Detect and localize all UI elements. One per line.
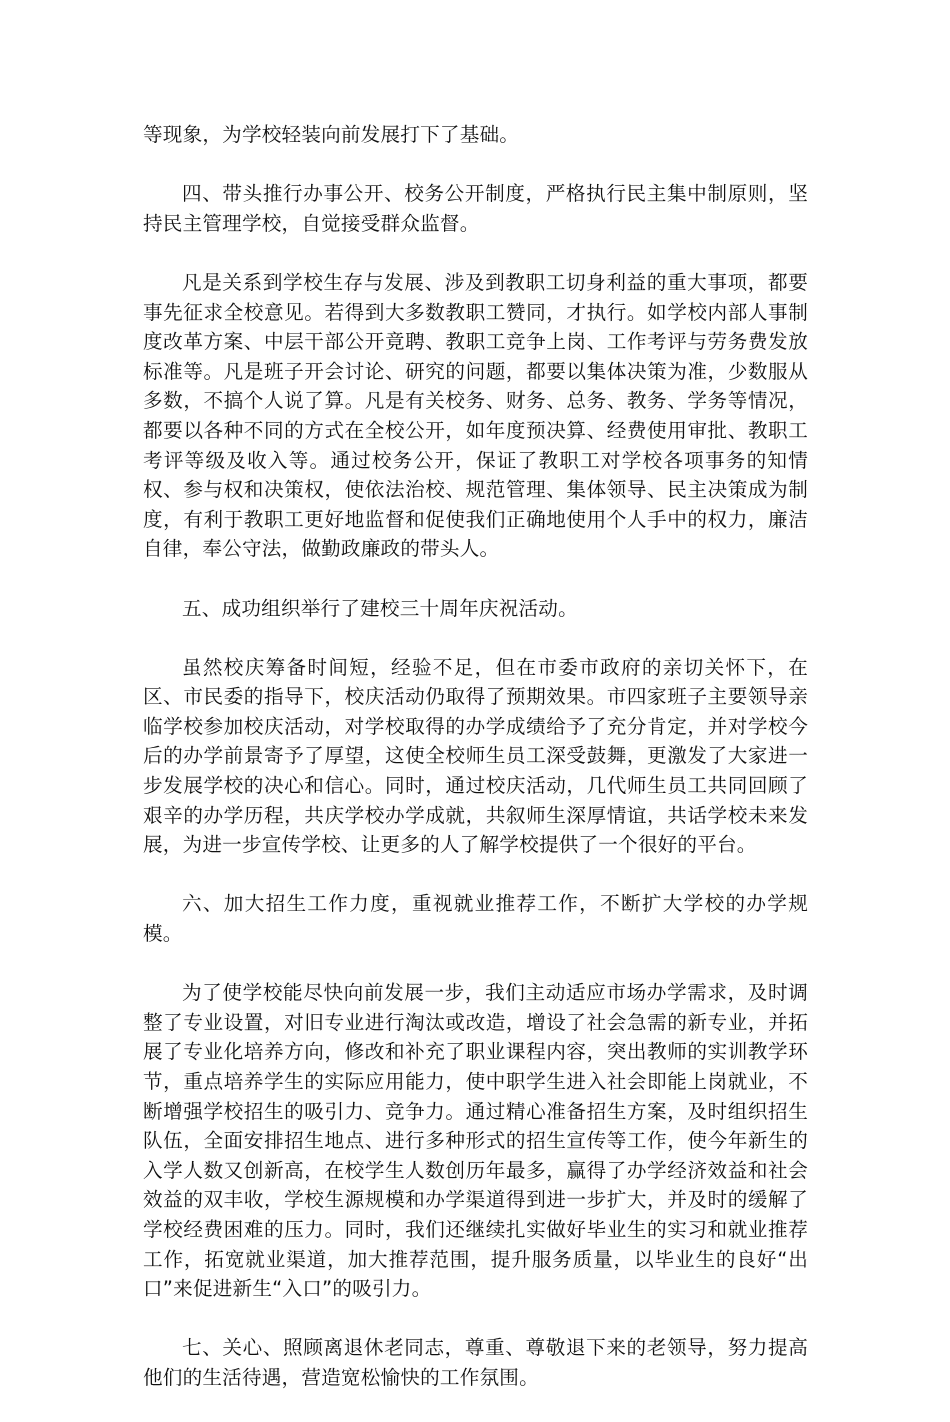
paragraph-section-5-body: 虽然校庆筹备时间短，经验不足，但在市委市政府的亲切关怀下，在区、市民委的指导下，校庆活动仍取得了预期效果。市四家班子主要领导亲临学校参加校庆活动，对学校取得的办学成绩给予了充分肯定，并对学校今后的办学前景寄予了厚望，这使全校师生员工深受鼓舞，更激发了大家进一步发展学校的决心和信心。同时，通过校庆活动，几代师生员工共同回顾了艰辛的办学历程，共庆学校办学成就，共叙师生深厚情谊，共话学校未来发展，为进一步宣传学校、让更多的人了解学校提供了一个很好的平台。: [143, 655, 808, 857]
section-heading-5: 五、成功组织举行了建校三十周年庆祝活动。: [182, 596, 578, 620]
paragraph-continuation: 等现象，为学校轻装向前发展打下了基础。: [143, 123, 520, 146]
paragraph-section-6-body: 为了使学校能尽快向前发展一步，我们主动适应市场办学需求，及时调整了专业设置，对旧专业进行淘汰或改造，增设了社会急需的新专业，并拓展了专业化培养方向，修改和补充了职业课程内容，突出教师的实训教学环节，重点培养学生的实际应用能力，使中职学生进入社会即能上岗就业，不断增强学校招生的吸引力、竞争力。通过精心准备招生方案，及时组织招生队伍，全面安排招生地点、进行多种形式的招生宣传等工作，使今年新生的入学人数又创新高，在校学生人数创历年最多，赢得了办学经济效益和社会效益的双丰收，学校生源规模和办学渠道得到进一步扩大，并及时的缓解了学校经费困难的压力。同时，我们还继续扎实做好毕业生的实习和就业推荐工作，拓宽就业渠道，加大推荐范围，提升服务质量，以毕业生的良好“出口”来促进新生“入口”的吸引力。: [143, 981, 808, 1301]
section-heading-4: 四、带头推行办事公开、校务公开制度，严格执行民主集中制原则，坚持民主管理学校，自觉接受群众监督。: [143, 182, 808, 235]
section-heading-6: 六、加大招生工作力度，重视就业推荐工作，不断扩大学校的办学规模。: [143, 892, 808, 946]
document-body: [143, 120, 808, 1422]
section-heading-7: 七、关心、照顾离退休老同志，尊重、尊敬退下来的老领导，努力提高他们的生活待遇，营造宽松愉快的工作氛围。: [143, 1336, 808, 1389]
paragraph-section-4-body: 凡是关系到学校生存与发展、涉及到教职工切身利益的重大事项，都要事先征求全校意见。若得到大多数教职工赞同，才执行。如学校内部人事制度改革方案、中层干部公开竟聘、教职工竞争上岗、工作考评与劳务费发放标准等。凡是班子开会讨论、研究的问题，都要以集体决策为准，少数服从多数，不搞个人说了算。凡是有关校务、财务、总务、教务、学务等情况，都要以各种不同的方式在全校公开，如年度预决算、经费使用审批、教职工考评等级及收入等。通过校务公开，保证了教职工对学校各项事务的知情权、参与权和决策权，使依法治校、规范管理、集体领导、民主决策成为制度，有利于教职工更好地监督和促使我们正确地使用个人手中的权力，廉洁自律，奉公守法，做勤政廉政的带头人。: [143, 270, 808, 561]
